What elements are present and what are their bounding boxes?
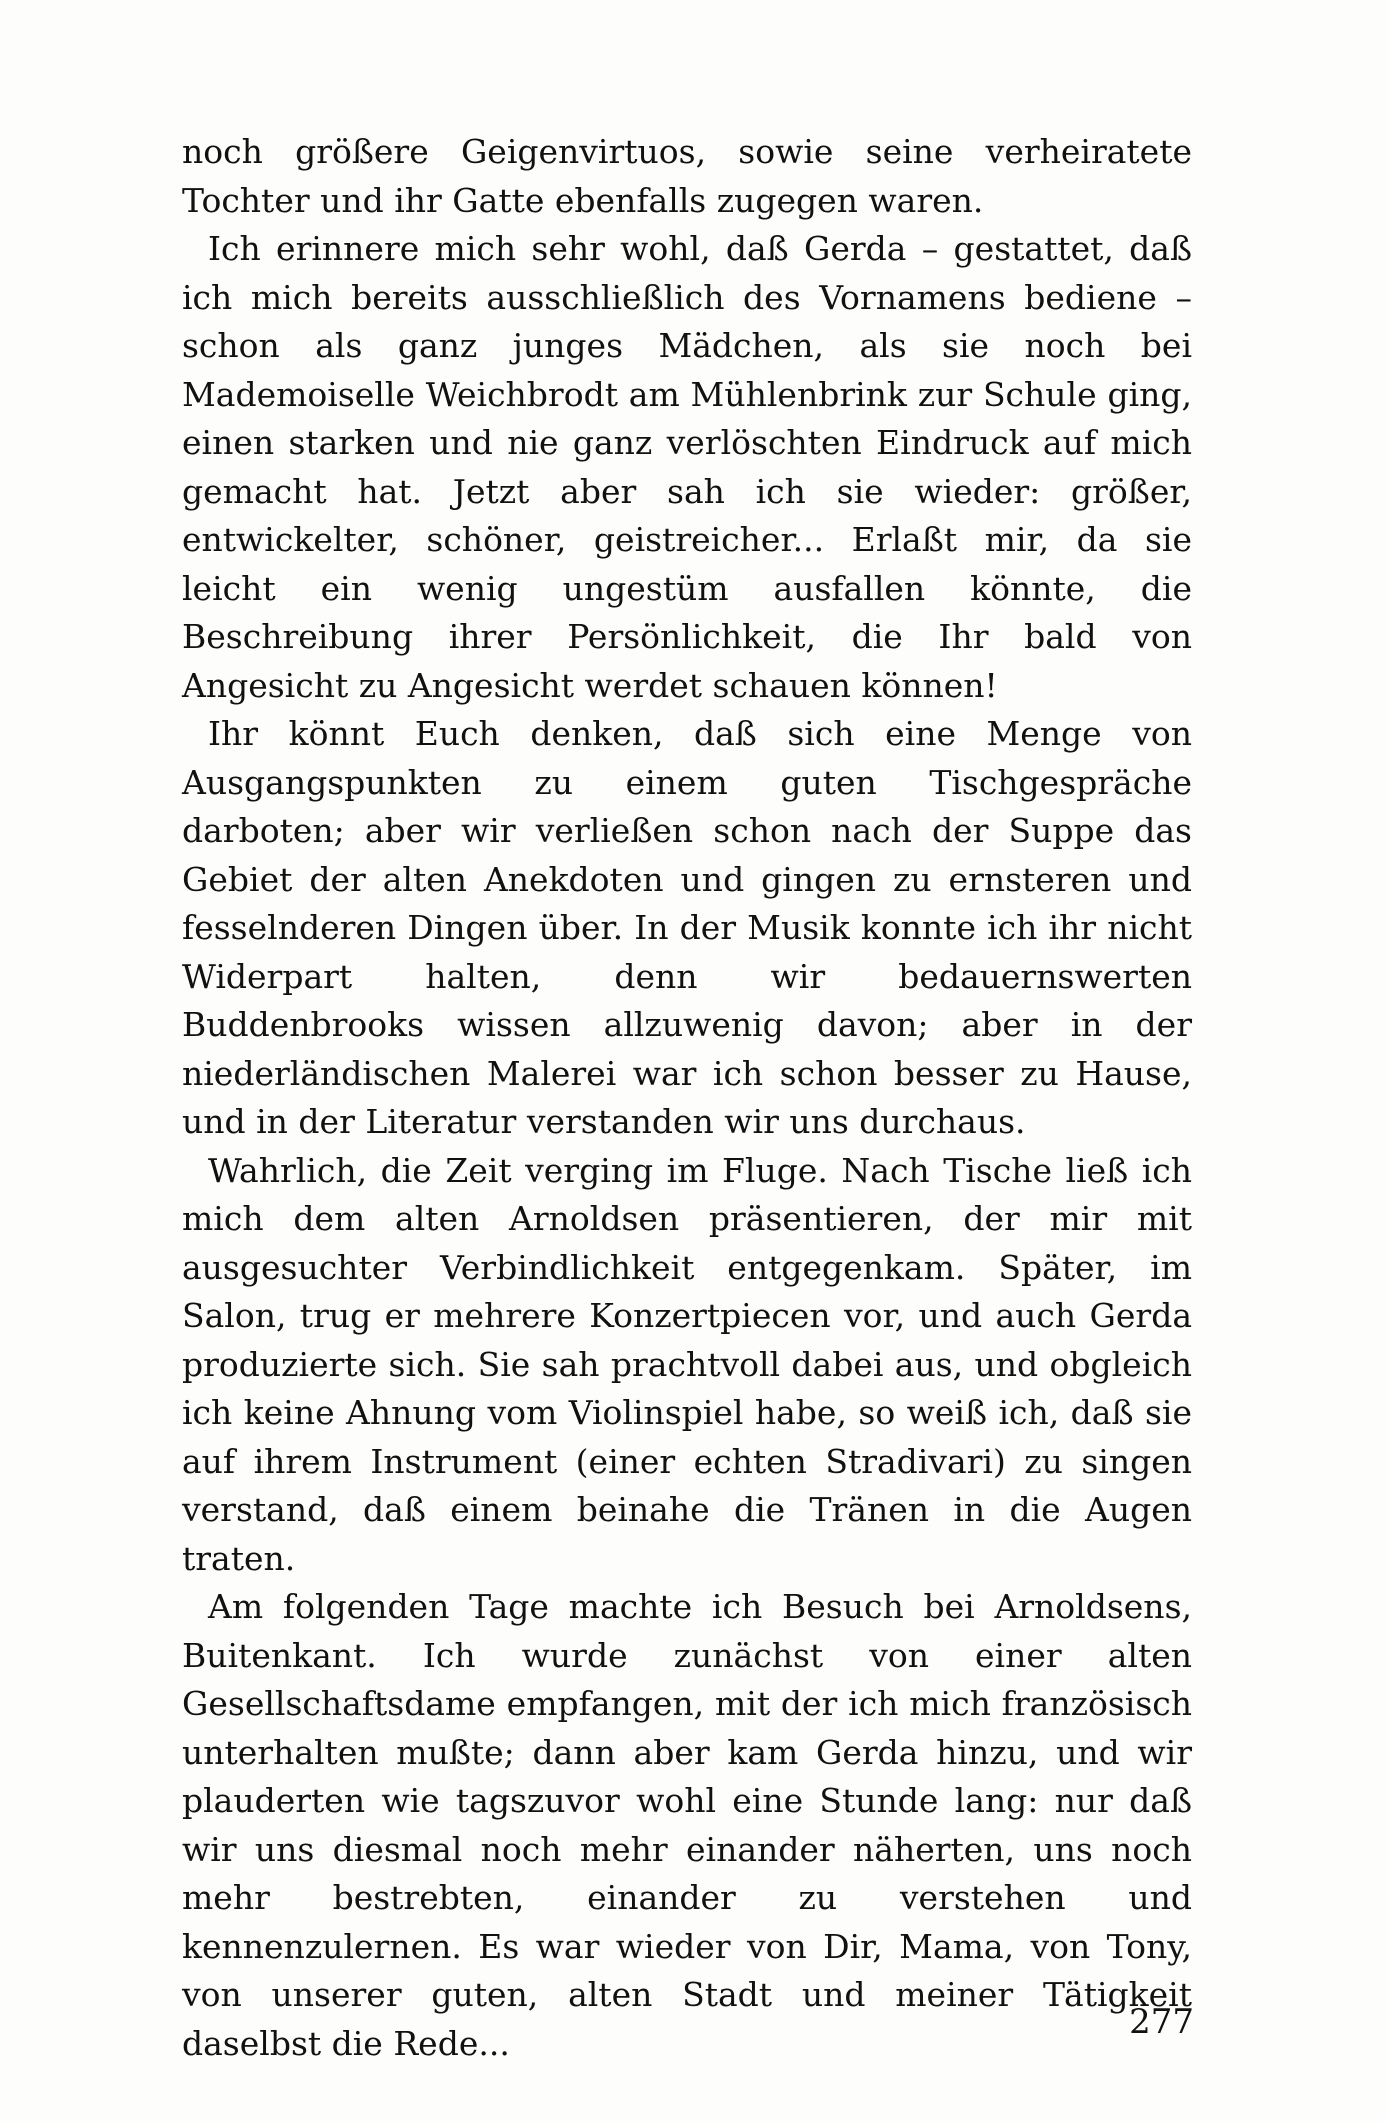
paragraph-3: Ihr könnt Euch denken, daß sich eine Menge von Ausgangspunkten zu einem guten Tischgespräche darboten; aber wir verließen schon nach der Suppe das Gebiet der alten Anekdoten und gingen zu ernsteren und fesselnderen Dingen über. In der Musik konnte ich ihr nicht Widerpart halten, denn wir bedauernswerten Buddenbrooks wissen allzuwenig davon; aber in der niederländischen Malerei war ich schon besser zu Hause, und in der Literatur verstanden wir uns durchaus. xyxy=(182,714,1192,1141)
paragraph-1: noch größere Geigenvirtuos, sowie seine verheiratete Tochter und ihr Gatte ebenfalls zugegen waren. xyxy=(182,132,1192,220)
paragraph-2: Ich erinnere mich sehr wohl, daß Gerda – gestattet, daß ich mich bereits ausschließlich des Vornamens bediene – schon als ganz junges Mädchen, als sie noch bei Mademoiselle Weichbrodt am Mühlenbrink zur Schule ging, einen starken und nie ganz verlöschten Eindruck auf mich gemacht hat. Jetzt aber sah ich sie wieder: größer, entwickelter, schöner, geistreicher... Erlaßt mir, da sie leicht ein wenig ungestüm ausfallen könnte, die Beschreibung ihrer Persönlichkeit, die Ihr bald von Angesicht zu Angesicht werdet schauen können! xyxy=(182,229,1192,705)
paragraph-5: Am folgenden Tage machte ich Besuch bei Arnoldsens, Buitenkant. Ich wurde zunächst von einer alten Gesellschaftsdame empfangen, mit der ich mich französisch unterhalten mußte; dann aber kam Gerda hinzu, und wir plauderten wie tagszuvor wohl eine Stunde lang: nur daß wir uns diesmal noch mehr einander näherten, uns noch mehr bestrebten, einander zu verstehen und kennenzulernen. Es war wieder von Dir, Mama, von Tony, von unserer guten, alten Stadt und meiner Tätigkeit daselbst die Rede... xyxy=(182,1587,1192,2063)
page-number: 277 xyxy=(1129,2002,1194,2042)
paragraph-4: Wahrlich, die Zeit verging im Fluge. Nach Tische ließ ich mich dem alten Arnoldsen präsentieren, der mir mit ausgesuchter Verbindlichkeit entgegenkam. Später, im Salon, trug er mehrere Konzertpiecen vor, und auch Gerda produzierte sich. Sie sah prachtvoll dabei aus, und obgleich ich keine Ahnung vom Violinspiel habe, so weiß ich, daß sie auf ihrem Instrument (einer echten Stradivari) zu singen verstand, daß einem beinahe die Tränen in die Augen traten. xyxy=(182,1150,1192,1578)
body-text xyxy=(182,128,1192,2068)
